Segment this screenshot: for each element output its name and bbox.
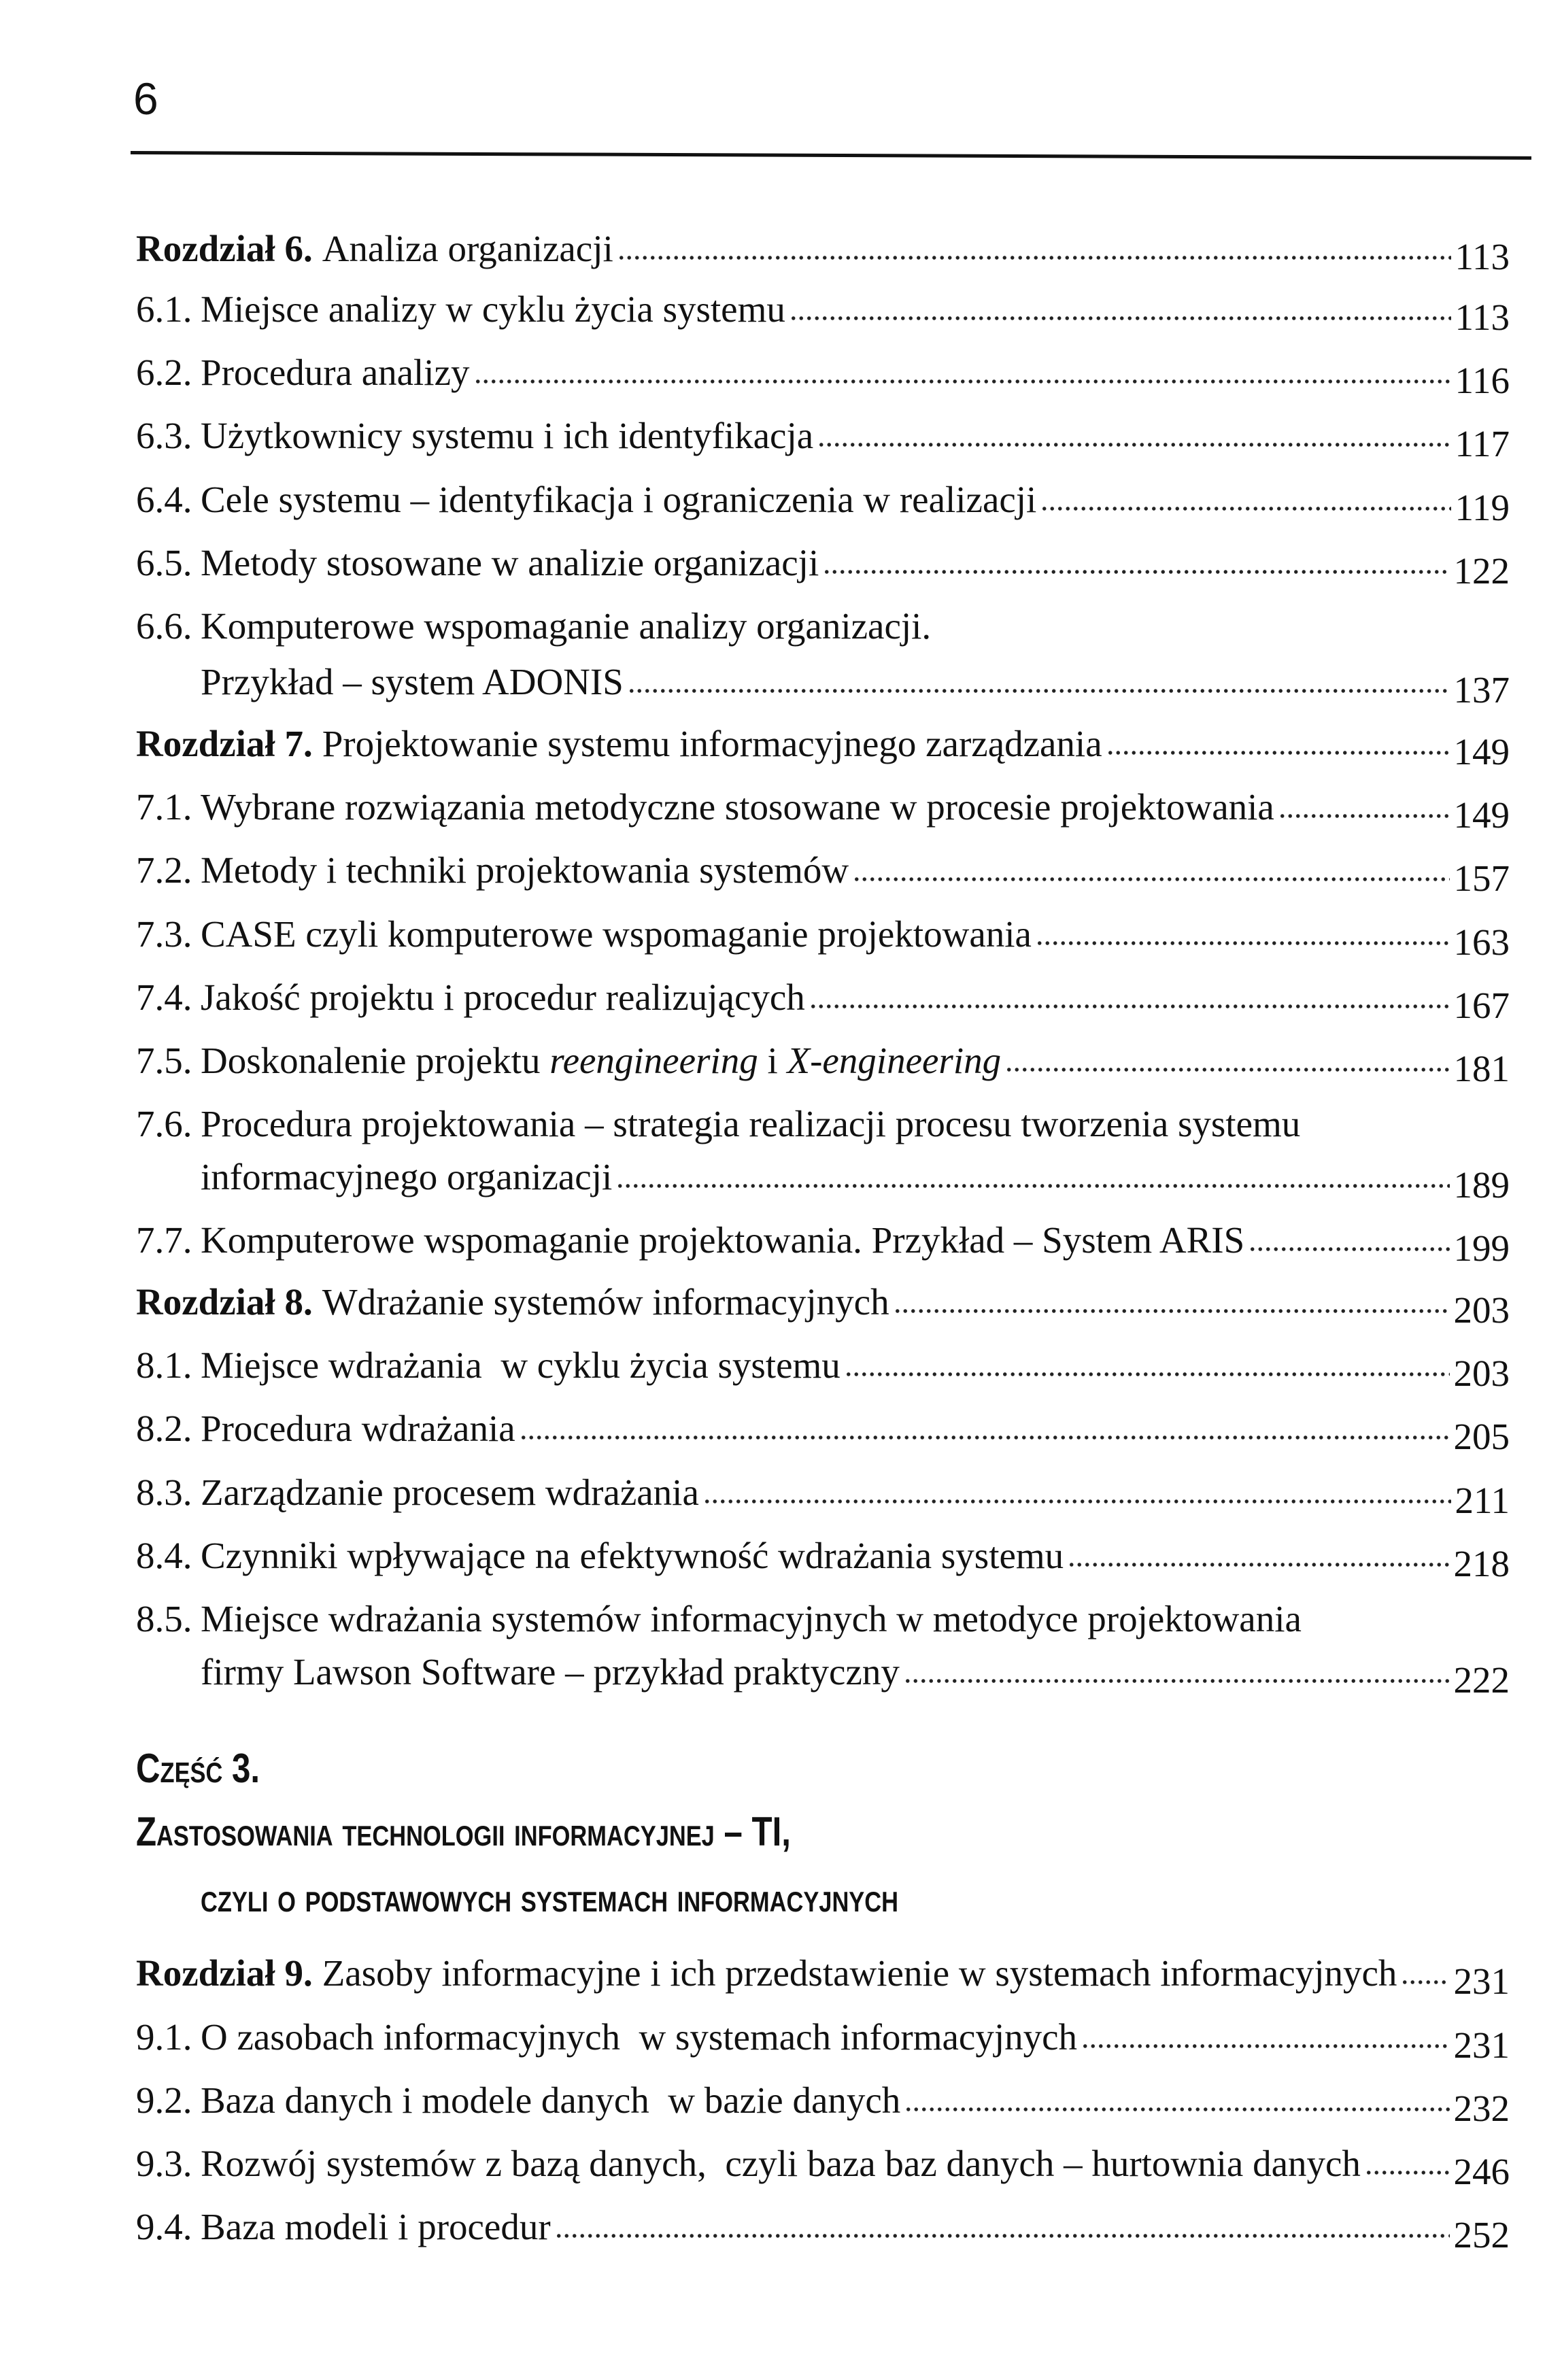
toc-section[interactable] <box>136 1219 1510 1269</box>
section-number: 8.1. <box>136 1344 192 1386</box>
entry-title: Baza danych i modele danych w bazie danych <box>201 2079 901 2121</box>
entry-title: Wybrane rozwiązania metodyczne stosowane w procesie projektowania <box>201 786 1274 828</box>
chapter-label: Rozdział 9. <box>136 1952 313 1994</box>
dot-leader <box>809 996 1450 1010</box>
entry-page: 189 <box>1453 1164 1510 1206</box>
entry-title: Miejsce analizy w cyklu życia systemu <box>201 288 785 330</box>
toc-chapter[interactable] <box>136 227 1510 277</box>
section-number: 8.4. <box>136 1535 192 1576</box>
dot-leader <box>1040 498 1450 512</box>
entry-page: 167 <box>1453 985 1510 1026</box>
entry-page: 116 <box>1455 360 1510 401</box>
entry-title: O zasobach informacyjnych w systemach informacyjnych <box>201 2016 1078 2058</box>
toc-section[interactable] <box>136 1597 1510 1641</box>
chapter-label: Rozdział 7. <box>136 723 313 764</box>
section-number: 7.1. <box>136 786 192 828</box>
entry-page: 149 <box>1453 794 1510 836</box>
entry-page: 181 <box>1453 1048 1510 1089</box>
entry-title-mid: i <box>758 1040 787 1081</box>
dot-leader <box>628 681 1450 694</box>
section-number: 6.4. <box>136 479 192 520</box>
toc-section[interactable] <box>136 414 1510 464</box>
dot-leader <box>1036 933 1450 947</box>
toc-section[interactable] <box>136 351 1510 401</box>
toc-section[interactable] <box>136 976 1510 1026</box>
chapter-label: Rozdział 8. <box>136 1281 313 1323</box>
dot-leader <box>1278 806 1450 819</box>
dot-leader <box>1068 1554 1449 1568</box>
toc-section[interactable] <box>136 1102 1510 1146</box>
entry-title: Użytkownicy systemu i ich identyfikacja <box>201 415 814 456</box>
toc-section[interactable] <box>136 478 1510 528</box>
entry-title: Metody i techniki projektowania systemów <box>201 849 849 891</box>
toc-section[interactable] <box>136 785 1510 836</box>
dot-leader <box>845 1364 1450 1378</box>
entry-page: 119 <box>1455 487 1510 528</box>
entry-title-italic: X-engineering <box>787 1040 1002 1081</box>
dot-leader <box>1081 2036 1449 2050</box>
section-number: 8.5. <box>136 1598 192 1639</box>
toc-section[interactable] <box>136 288 1510 338</box>
entry-page: 203 <box>1453 1353 1510 1394</box>
entry-page: 117 <box>1455 423 1510 464</box>
section-number: 7.3. <box>136 913 192 955</box>
entry-page: 211 <box>1455 1480 1510 1521</box>
section-number: 9.3. <box>136 2143 192 2184</box>
toc-section[interactable] <box>136 1039 1510 1089</box>
entry-page: 222 <box>1453 1659 1510 1701</box>
entry-title: Projektowanie systemu informacyjnego zarządzania <box>322 723 1102 764</box>
entry-page: 203 <box>1453 1289 1510 1331</box>
toc-chapter[interactable] <box>136 1952 1510 2002</box>
section-number: 7.2. <box>136 849 192 891</box>
dot-leader <box>616 1176 1449 1189</box>
entry-title: Miejsce wdrażania w cyklu życia systemu <box>201 1344 841 1386</box>
toc-section[interactable] <box>136 2205 1510 2256</box>
dot-leader <box>555 2226 1450 2239</box>
dot-leader <box>817 435 1450 448</box>
entry-title: Wdrażanie systemów informacyjnych <box>322 1281 889 1323</box>
section-number: 6.3. <box>136 415 192 456</box>
section-number: 7.7. <box>136 1219 192 1261</box>
toc-section-continuation[interactable] <box>201 1650 1510 1701</box>
entry-page: 122 <box>1453 550 1510 592</box>
dot-leader <box>853 869 1449 883</box>
section-number: 9.1. <box>136 2016 192 2058</box>
dot-leader <box>703 1491 1451 1505</box>
entry-page: 157 <box>1453 857 1510 899</box>
entry-page: 113 <box>1455 296 1510 338</box>
toc-section[interactable] <box>136 605 1510 648</box>
section-number: 6.6. <box>136 605 192 647</box>
entry-title: Komputerowe wspomaganie analizy organizacji. <box>201 605 932 647</box>
toc-section-continuation[interactable] <box>201 1155 1510 1206</box>
entry-page: 163 <box>1453 921 1510 963</box>
toc-section[interactable] <box>136 1344 1510 1394</box>
entry-page: 205 <box>1453 1416 1510 1457</box>
toc-section[interactable] <box>136 2079 1510 2129</box>
toc-section[interactable] <box>136 2142 1510 2192</box>
toc-section[interactable] <box>136 541 1510 592</box>
entry-title: Procedura wdrażania <box>201 1408 515 1449</box>
dot-leader <box>520 1427 1450 1441</box>
entry-title: Miejsce wdrażania systemów informacyjnych w metodyce projektowania <box>201 1598 1302 1639</box>
page-number: 6 <box>133 73 158 124</box>
part-title-line2: czyli o podstawowych systemach informacyjnych <box>201 1875 899 1920</box>
section-number: 7.4. <box>136 976 192 1018</box>
section-number: 6.2. <box>136 352 192 393</box>
entry-title-continued: firmy Lawson Software – przykład praktyczny <box>201 1651 900 1693</box>
toc-section-continuation[interactable] <box>201 660 1510 711</box>
dot-leader <box>894 1301 1450 1314</box>
part-label: Część 3. <box>136 1746 260 1791</box>
dot-leader <box>1106 743 1450 756</box>
entry-title: Zasoby informacyjne i ich przedstawienie w systemach informacyjnych <box>322 1952 1397 1994</box>
entry-title: Procedura analizy <box>201 352 470 393</box>
entry-page: 218 <box>1453 1543 1510 1584</box>
entry-page: 246 <box>1453 2151 1510 2192</box>
toc-chapter[interactable] <box>136 1280 1510 1331</box>
entry-page: 113 <box>1455 236 1510 277</box>
header-rule <box>131 151 1531 160</box>
entry-title: Doskonalenie projektu <box>201 1040 550 1081</box>
section-number: 8.3. <box>136 1472 192 1513</box>
entry-page: 232 <box>1453 2088 1510 2129</box>
section-number: 7.6. <box>136 1103 192 1144</box>
entry-title: CASE czyli komputerowe wspomaganie projektowania <box>201 913 1032 955</box>
entry-title: Komputerowe wspomaganie projektowania. Przykład – System ARIS <box>201 1219 1245 1261</box>
section-number: 9.4. <box>136 2206 192 2247</box>
dot-leader <box>790 308 1451 322</box>
dot-leader <box>1249 1239 1449 1253</box>
toc-section[interactable] <box>136 849 1510 899</box>
section-number: 7.5. <box>136 1040 192 1081</box>
entry-title: Cele systemu – identyfikacja i ograniczenia w realizacji <box>201 479 1037 520</box>
entry-title: Jakość projektu i procedur realizujących <box>201 976 805 1018</box>
dot-leader <box>904 2099 1449 2113</box>
entry-page: 149 <box>1453 731 1510 772</box>
entry-title: Metody stosowane w analizie organizacji <box>201 542 819 583</box>
dot-leader <box>823 562 1449 575</box>
entry-page: 252 <box>1453 2214 1510 2256</box>
entry-title: Rozwój systemów z bazą danych, czyli baza baz danych – hurtownia danych <box>201 2143 1361 2184</box>
entry-page: 231 <box>1453 1960 1510 2002</box>
entry-title-italic: reengineering <box>549 1040 758 1081</box>
part-title-line1: Zastosowania technologii informacyjnej – TI, <box>136 1809 791 1854</box>
section-number: 8.2. <box>136 1408 192 1449</box>
entry-title: Analiza organizacji <box>322 228 613 269</box>
dot-leader <box>1365 2162 1450 2176</box>
toc-chapter[interactable] <box>136 722 1510 772</box>
entry-title: Zarządzanie procesem wdrażania <box>201 1472 699 1513</box>
section-number: 6.5. <box>136 542 192 583</box>
toc-section[interactable] <box>136 1471 1510 1521</box>
dot-leader <box>1005 1059 1449 1073</box>
entry-page: 137 <box>1453 669 1510 711</box>
entry-title: Baza modeli i procedur <box>201 2206 551 2247</box>
toc-section[interactable] <box>136 913 1510 963</box>
toc-section[interactable] <box>136 1534 1510 1584</box>
chapter-label: Rozdział 6. <box>136 228 313 269</box>
toc-section[interactable] <box>136 2016 1510 2066</box>
entry-title: Czynniki wpływające na efektywność wdrażania systemu <box>201 1535 1064 1576</box>
section-number: 6.1. <box>136 288 192 330</box>
dot-leader <box>904 1671 1450 1684</box>
entry-title-continued: Przykład – system ADONIS <box>201 661 624 702</box>
entry-title-continued: informacyjnego organizacji <box>201 1156 613 1197</box>
entry-page: 199 <box>1453 1227 1510 1269</box>
entry-title: Procedura projektowania – strategia realizacji procesu tworzenia systemu <box>201 1103 1301 1144</box>
toc-section[interactable] <box>136 1407 1510 1457</box>
dot-leader <box>617 248 1451 261</box>
dot-leader <box>474 371 1451 385</box>
dot-leader <box>1401 1972 1449 1986</box>
entry-page: 231 <box>1453 2024 1510 2066</box>
section-number: 9.2. <box>136 2079 192 2121</box>
